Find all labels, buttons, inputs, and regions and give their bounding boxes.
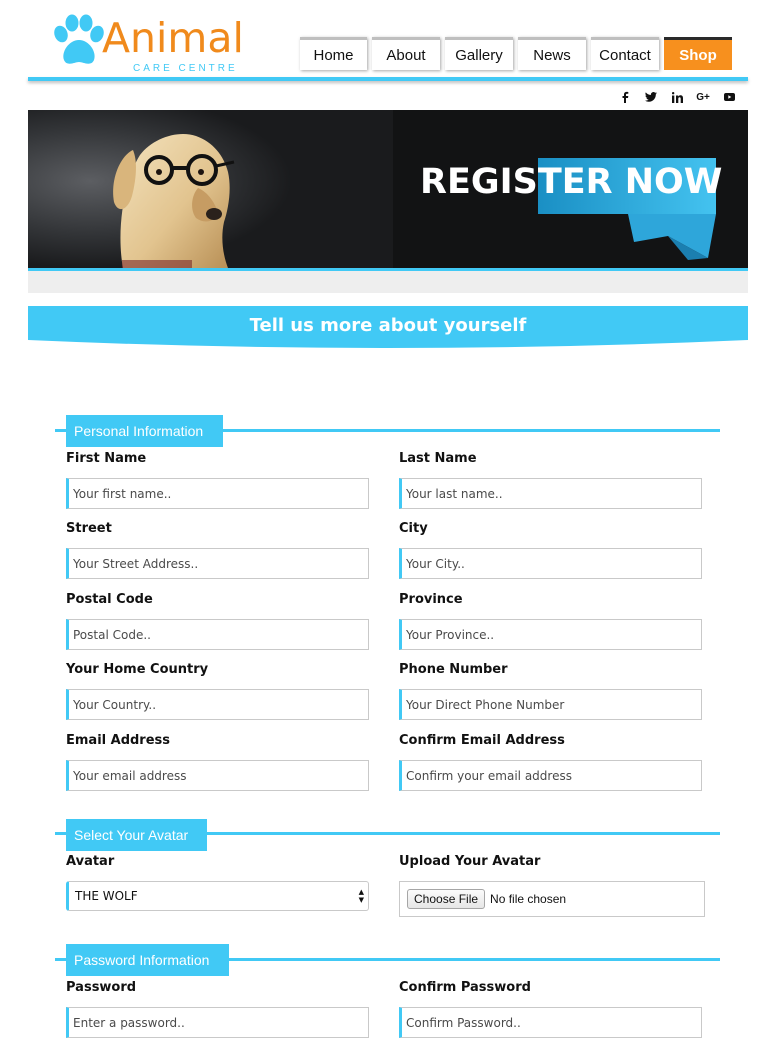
postal-code-field[interactable] (66, 619, 369, 650)
password-field[interactable] (66, 1007, 369, 1038)
city-label: City (399, 521, 428, 536)
file-status-text: No file chosen (490, 892, 567, 906)
choose-file-button[interactable]: Choose File (407, 889, 485, 909)
banner-title: REGISTER NOW (420, 162, 723, 202)
street-label: Street (66, 521, 112, 536)
confirm-email-field[interactable] (399, 760, 702, 791)
nav-home[interactable]: Home (300, 37, 367, 70)
phone-label: Phone Number (399, 662, 508, 677)
last-name-label: Last Name (399, 451, 477, 466)
youtube-icon[interactable] (716, 90, 742, 104)
twitter-icon[interactable] (638, 90, 664, 104)
logo-tagline: CARE CENTRE (133, 63, 238, 74)
avatar-selected-value: THE WOLF (75, 889, 138, 903)
confirm-password-field[interactable] (399, 1007, 702, 1038)
upload-avatar-label: Upload Your Avatar (399, 854, 541, 869)
spacer-band (28, 271, 748, 293)
main-nav (300, 37, 732, 70)
last-name-field[interactable] (399, 478, 702, 509)
section-heading: Tell us more about yourself (249, 314, 527, 336)
nav-contact[interactable]: Contact (591, 37, 659, 70)
street-field[interactable] (66, 548, 369, 579)
avatar-select[interactable] (66, 881, 369, 911)
avatar-label: Avatar (66, 854, 115, 869)
email-label: Email Address (66, 733, 171, 748)
nav-shop[interactable]: Shop (664, 37, 732, 70)
country-field[interactable] (66, 689, 369, 720)
city-field[interactable] (399, 548, 702, 579)
google-plus-icon[interactable]: G+ (696, 91, 710, 103)
confirm-password-label: Confirm Password (399, 980, 531, 995)
facebook-icon[interactable] (612, 90, 638, 104)
header-divider (28, 77, 748, 81)
personal-legend: Personal Information (66, 415, 223, 447)
country-label: Your Home Country (66, 662, 209, 677)
province-field[interactable] (399, 619, 702, 650)
social-links (612, 90, 742, 104)
nav-about[interactable]: About (372, 37, 440, 70)
site-logo[interactable] (52, 12, 252, 72)
phone-field[interactable] (399, 689, 702, 720)
avatar-legend: Select Your Avatar (66, 819, 207, 851)
register-banner (28, 110, 748, 271)
nav-news[interactable]: News (518, 37, 586, 70)
postal-code-label: Postal Code (66, 592, 153, 607)
email-field[interactable] (66, 760, 369, 791)
select-arrows-icon: ▲ ▼ (358, 888, 364, 904)
password-legend: Password Information (66, 944, 229, 976)
linkedin-icon[interactable] (664, 90, 690, 104)
first-name-field[interactable] (66, 478, 369, 509)
logo-wordmark: Animal (102, 14, 244, 62)
first-name-label: First Name (66, 451, 147, 466)
confirm-email-label: Confirm Email Address (399, 733, 565, 748)
province-label: Province (399, 592, 463, 607)
password-label: Password (66, 980, 137, 995)
nav-gallery[interactable]: Gallery (445, 37, 513, 70)
avatar-file-input (399, 881, 705, 917)
paw-print-icon (52, 14, 104, 68)
